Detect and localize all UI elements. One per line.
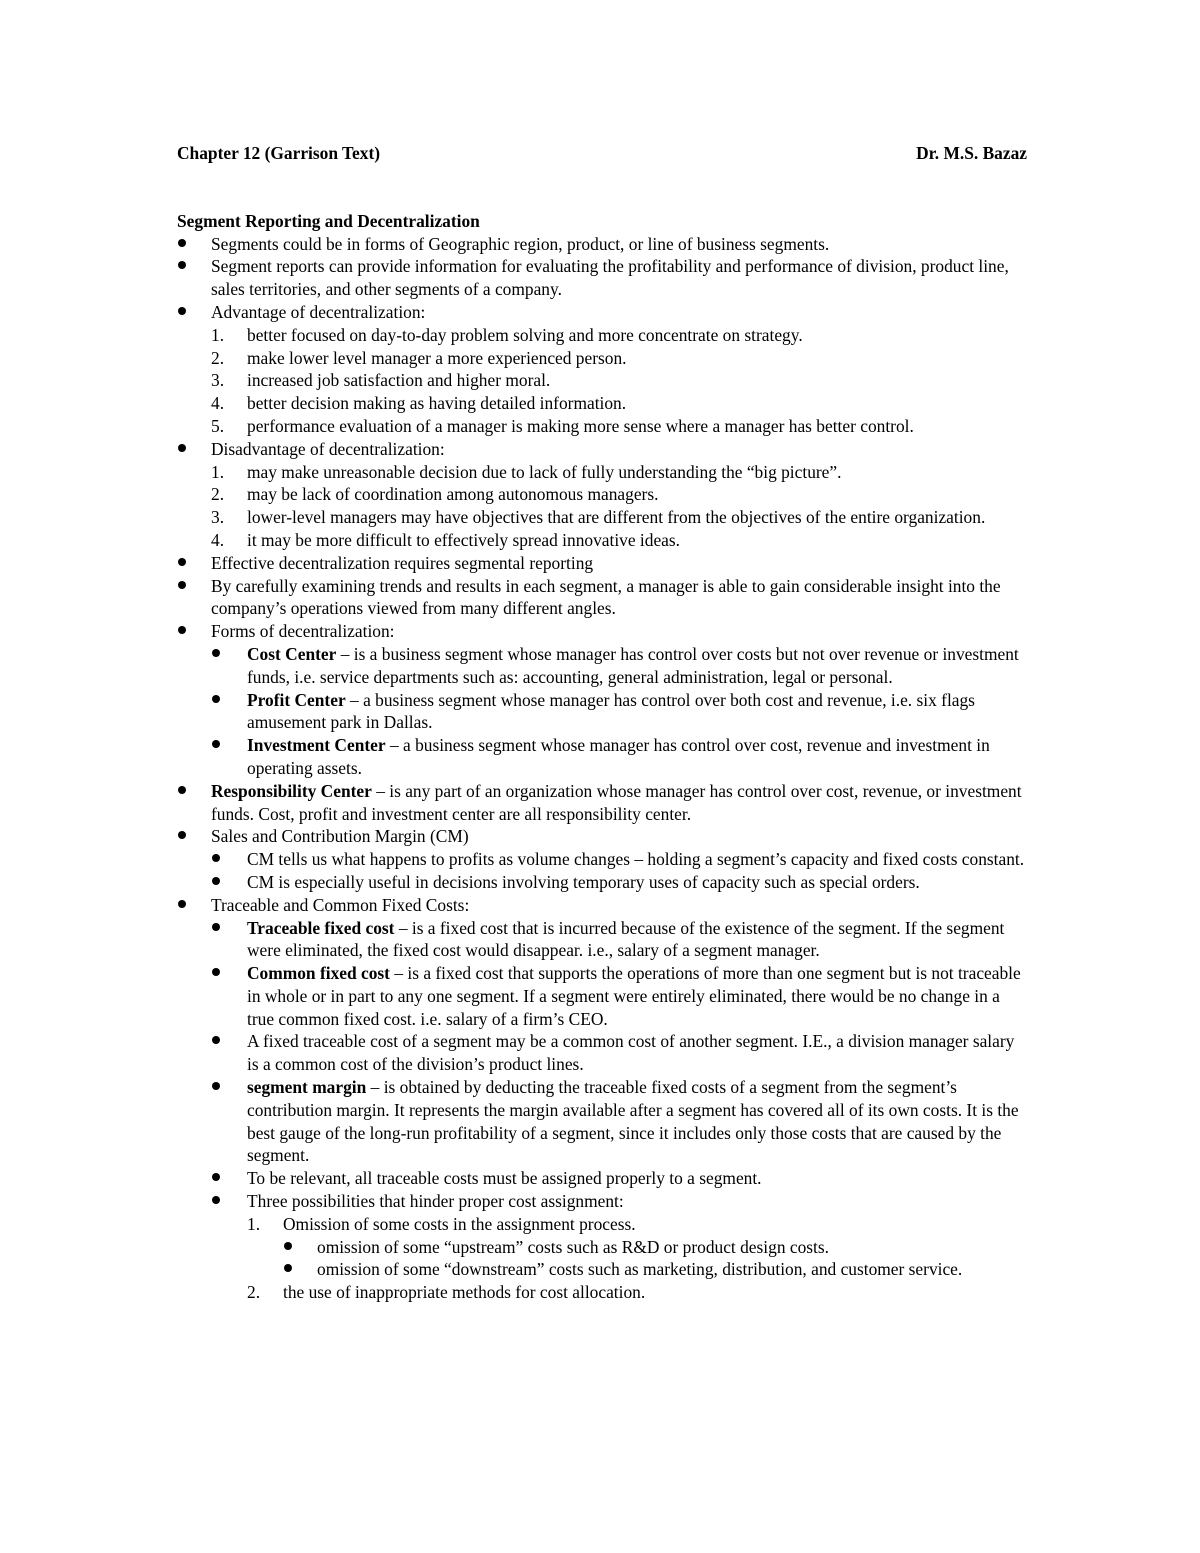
numbered-item <box>211 347 1027 370</box>
definition: – a business segment whose manager has control over cost, revenue and investment in operating assets. <box>247 735 990 778</box>
term: Cost Center <box>247 643 337 664</box>
list-item <box>177 894 1027 917</box>
definition: – is a business segment whose manager has control over costs but not over revenue or investment funds, i.e. service departments such as: accounting, general administration, legal or personal. <box>247 643 1019 687</box>
item-number: 1. <box>211 324 225 345</box>
term: Responsibility Center <box>211 780 372 801</box>
item-number: 2. <box>211 347 225 368</box>
sub-list-item <box>211 689 1027 735</box>
main-bullet-list <box>177 233 1027 1304</box>
omission-list <box>283 1236 1027 1282</box>
numbered-item <box>211 461 1027 484</box>
definition: – is a fixed cost that is incurred because of the existence of the segment. If the segment were eliminated, the fixed cost would disappear. i.e., salary of a segment manager. <box>247 917 1005 961</box>
item-text: make lower level manager a more experienced person. <box>247 347 627 368</box>
numbered-item <box>211 483 1027 506</box>
item-text: better focused on day-to-day problem solving and more concentrate on strategy. <box>247 324 803 345</box>
list-item <box>177 620 1027 643</box>
term: Investment Center <box>247 735 386 756</box>
advantage-list <box>211 324 1027 438</box>
item-text: may make unreasonable decision due to lack of fully understanding the “big picture”. <box>247 461 842 482</box>
numbered-item <box>247 1213 1027 1236</box>
sub-list-item <box>211 962 1027 1030</box>
list-item-label: Advantage of decentralization: <box>211 301 426 322</box>
sub-sub-list-item: omission of some “downstream” costs such as marketing, distribution, and customer service. <box>283 1258 1027 1281</box>
list-item-label: Disadvantage of decentralization: <box>211 438 445 459</box>
numbered-item <box>211 324 1027 347</box>
item-number: 4. <box>211 393 225 414</box>
sub-sub-list-item: omission of some “upstream” costs such as R&D or product design costs. <box>283 1236 1027 1259</box>
list-item: By carefully examining trends and results in each segment, a manager is able to gain considerable insight into the company’s operations viewed from many different angles. <box>177 575 1027 621</box>
definition: – is obtained by deducting the traceable fixed costs of a segment from the segment’s contribution margin. It represents the margin available after a segment has covered all of its own costs. It is the best gauge of the long-run profitability of a segment, since it includes only those costs that are caused by the segment. <box>247 1077 1019 1166</box>
item-text: Omission of some costs in the assignment process. <box>283 1213 636 1234</box>
item-text: lower-level managers may have objectives that are different from the objectives of the entire organization. <box>247 507 986 528</box>
item-number: 2. <box>211 484 225 505</box>
document-page <box>177 142 1027 1304</box>
item-text: the use of inappropriate methods for cost allocation. <box>283 1282 646 1303</box>
chapter-title: Chapter 12 (Garrison Text) <box>177 143 381 163</box>
sub-list-item: A fixed traceable cost of a segment may be a common cost of another segment. I.E., a division manager salary is a common cost of the division’s product lines. <box>211 1030 1027 1076</box>
list-item <box>177 301 1027 324</box>
term: Traceable fixed cost <box>247 917 395 938</box>
list-item-label: Forms of decentralization: <box>211 621 395 642</box>
item-text: increased job satisfaction and higher moral. <box>247 370 551 391</box>
item-text: may be lack of coordination among autonomous managers. <box>247 484 659 505</box>
list-item <box>177 825 1027 848</box>
list-item-label: Traceable and Common Fixed Costs: <box>211 894 470 915</box>
list-item: Segments could be in forms of Geographic region, product, or line of business segments. <box>177 233 1027 256</box>
numbered-item <box>211 506 1027 529</box>
item-text: performance evaluation of a manager is making more sense where a manager has better control. <box>247 415 914 436</box>
item-number: 5. <box>211 415 225 436</box>
definition: – a business segment whose manager has control over both cost and revenue, i.e. six flags amusement park in Dallas. <box>247 689 975 733</box>
list-item: Effective decentralization requires segmental reporting <box>177 552 1027 575</box>
list-item-label: Three possibilities that hinder proper cost assignment: <box>247 1191 624 1212</box>
item-text: better decision making as having detailed information. <box>247 393 627 414</box>
list-item: Segment reports can provide information for evaluating the profitability and performance of division, product line, sales territories, and other segments of a company. <box>177 255 1027 301</box>
numbered-item <box>211 529 1027 552</box>
definition: – is any part of an organization whose manager has control over cost, revenue, or investment funds. Cost, profit and investment center are all responsibility center. <box>211 780 1022 824</box>
sub-list-item <box>211 1076 1027 1167</box>
numbered-item <box>211 392 1027 415</box>
item-number: 4. <box>211 529 225 550</box>
possibilities-list <box>247 1213 1027 1304</box>
item-text: it may be more difficult to effectively spread innovative ideas. <box>247 529 681 550</box>
term: Profit Center <box>247 689 346 710</box>
item-number: 2. <box>247 1282 261 1303</box>
page-header <box>177 142 1027 165</box>
section-title: Segment Reporting and Decentralization <box>177 210 480 231</box>
sub-list-item <box>211 734 1027 780</box>
item-number: 3. <box>211 370 225 391</box>
sub-list-item <box>211 1190 1027 1213</box>
sub-list-item: CM is especially useful in decisions involving temporary uses of capacity such as special orders. <box>211 871 1027 894</box>
numbered-item <box>211 415 1027 438</box>
sub-list-item <box>211 643 1027 689</box>
sub-list-item: To be relevant, all traceable costs must be assigned properly to a segment. <box>211 1167 1027 1190</box>
item-number: 1. <box>211 461 225 482</box>
fixed-costs-list <box>211 917 1027 1305</box>
author: Dr. M.S. Bazaz <box>916 143 1027 163</box>
numbered-item <box>247 1281 1027 1304</box>
list-item <box>177 438 1027 461</box>
sub-list-item <box>211 917 1027 963</box>
term: segment margin <box>247 1077 367 1098</box>
cm-list <box>211 848 1027 894</box>
item-number: 3. <box>211 507 225 528</box>
disadvantage-list <box>211 461 1027 552</box>
list-item-label: Sales and Contribution Margin (CM) <box>211 826 469 847</box>
forms-list <box>211 643 1027 780</box>
term: Common fixed cost <box>247 963 390 984</box>
item-number: 1. <box>247 1213 261 1234</box>
numbered-item <box>211 369 1027 392</box>
sub-list-item: CM tells us what happens to profits as volume changes – holding a segment’s capacity and fixed costs constant. <box>211 848 1027 871</box>
definition: – is a fixed cost that supports the operations of more than one segment but is not traceable in whole or in part to any one segment. If a segment were entirely eliminated, there would be no change in a true common fixed cost. i.e. salary of a firm’s CEO. <box>247 963 1021 1029</box>
list-item <box>177 780 1027 826</box>
